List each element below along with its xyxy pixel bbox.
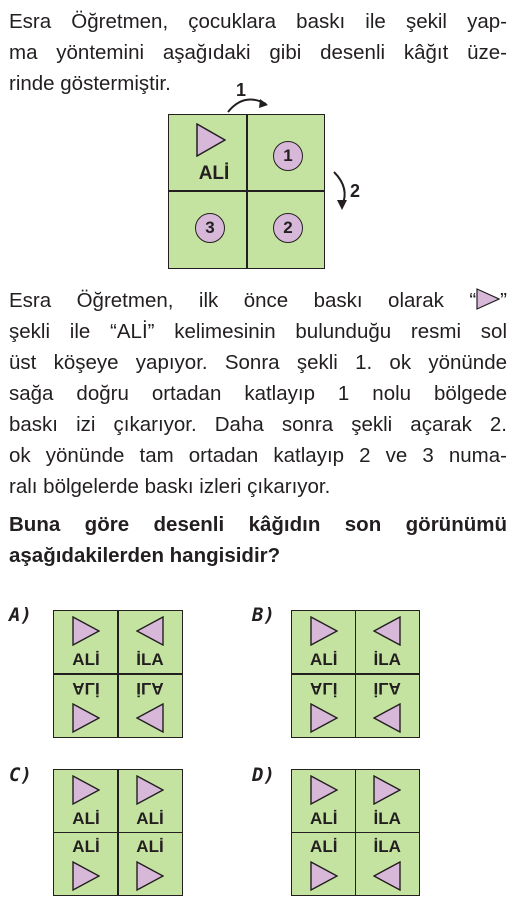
description-line: ok yönünde tam ortadan katlayıp 2 ve 3 numa- [9, 444, 507, 467]
option-a-label: A) [9, 604, 32, 626]
question-text [9, 509, 507, 571]
triangle-left-icon [136, 703, 164, 733]
word-label: ALİ [198, 163, 230, 184]
triangle-right-icon [72, 703, 100, 733]
cell-word: İLA [136, 679, 164, 698]
cell-word: ALİ [72, 836, 100, 856]
description-line: baskı izi çıkarıyor. Daha sonra şekli açarak 2. [9, 413, 507, 436]
triangle-right-icon [310, 703, 338, 733]
description-line: sağa doğru ortadan katlayıp 1 nolu bölgede [9, 382, 507, 405]
cell-word: ALİ [310, 650, 338, 669]
cell-word: ALİ [310, 679, 338, 698]
triangle-right-icon [310, 861, 338, 891]
region-2-badge: 2 [273, 213, 303, 243]
triangle-left-icon [136, 616, 164, 646]
intro-paragraph [9, 6, 507, 99]
triangle-right-icon [72, 775, 100, 805]
intro-line: ma yöntemini aşağıdaki gibi desenli kâğıt üze- [9, 41, 507, 64]
description-line: üst köşeye yapıyor. Sonra şekli 1. ok yönünde [9, 351, 507, 374]
region-1-badge: 1 [273, 141, 303, 171]
cell-word: İLA [136, 650, 164, 669]
description-paragraph [9, 285, 507, 502]
cell-word: ALİ [72, 650, 100, 669]
fold-arrow-1-label: 1 [236, 80, 247, 100]
triangle-right-icon [72, 861, 100, 891]
triangle-right-icon [373, 775, 401, 805]
triangle-left-icon [373, 861, 401, 891]
option-d-paper [291, 769, 420, 896]
triangle-right-icon [136, 775, 164, 805]
cell-word: ALİ [136, 808, 164, 828]
triangle-left-icon [373, 616, 401, 646]
description-line: şekli ile “ALİ” kelimesinin bulunduğu resmi sol [9, 320, 507, 343]
cell-word: İLA [373, 650, 401, 669]
triangle-right-icon [310, 616, 338, 646]
cell-word: ALİ [72, 808, 100, 828]
option-d-label: D) [252, 764, 275, 786]
main-paper [168, 114, 325, 269]
triangle-right-icon [72, 616, 100, 646]
option-c-paper [53, 769, 183, 896]
cell-word: ALİ [72, 679, 100, 698]
cell-word: ALİ [310, 808, 338, 828]
triangle-right-icon [310, 775, 338, 805]
intro-line: Esra Öğretmen, çocuklara baskı ile şekil yap- [9, 10, 507, 33]
triangle-right-icon [136, 861, 164, 891]
triangle-left-icon [373, 703, 401, 733]
option-b-paper [291, 610, 420, 738]
cell-word: ALİ [136, 836, 164, 856]
cell-word: İLA [373, 679, 401, 698]
cell-word: İLA [373, 808, 401, 828]
fold-arrow-1-icon [222, 90, 272, 114]
option-b-label: B) [252, 604, 275, 626]
question-line: aşağıdakilerden hangisidir? [9, 544, 281, 567]
question-line: Buna göre desenli kâğıdın son görünümü [9, 513, 507, 536]
triangle-icon [196, 123, 226, 157]
description-line: ralı bölgelerde baskı izleri çıkarıyor. [9, 475, 331, 498]
description-line: Esra Öğretmen, ilk önce baskı olarak “ ” [9, 289, 507, 312]
intro-line: rinde göstermiştir. [9, 72, 171, 95]
cell-word: İLA [373, 836, 401, 856]
region-3-badge: 3 [195, 213, 225, 243]
inline-triangle-icon [476, 288, 500, 310]
option-c-label: C) [9, 764, 32, 786]
cell-word: ALİ [310, 836, 338, 856]
fold-arrow-2-label: 2 [350, 181, 361, 201]
option-a-paper [53, 610, 183, 738]
